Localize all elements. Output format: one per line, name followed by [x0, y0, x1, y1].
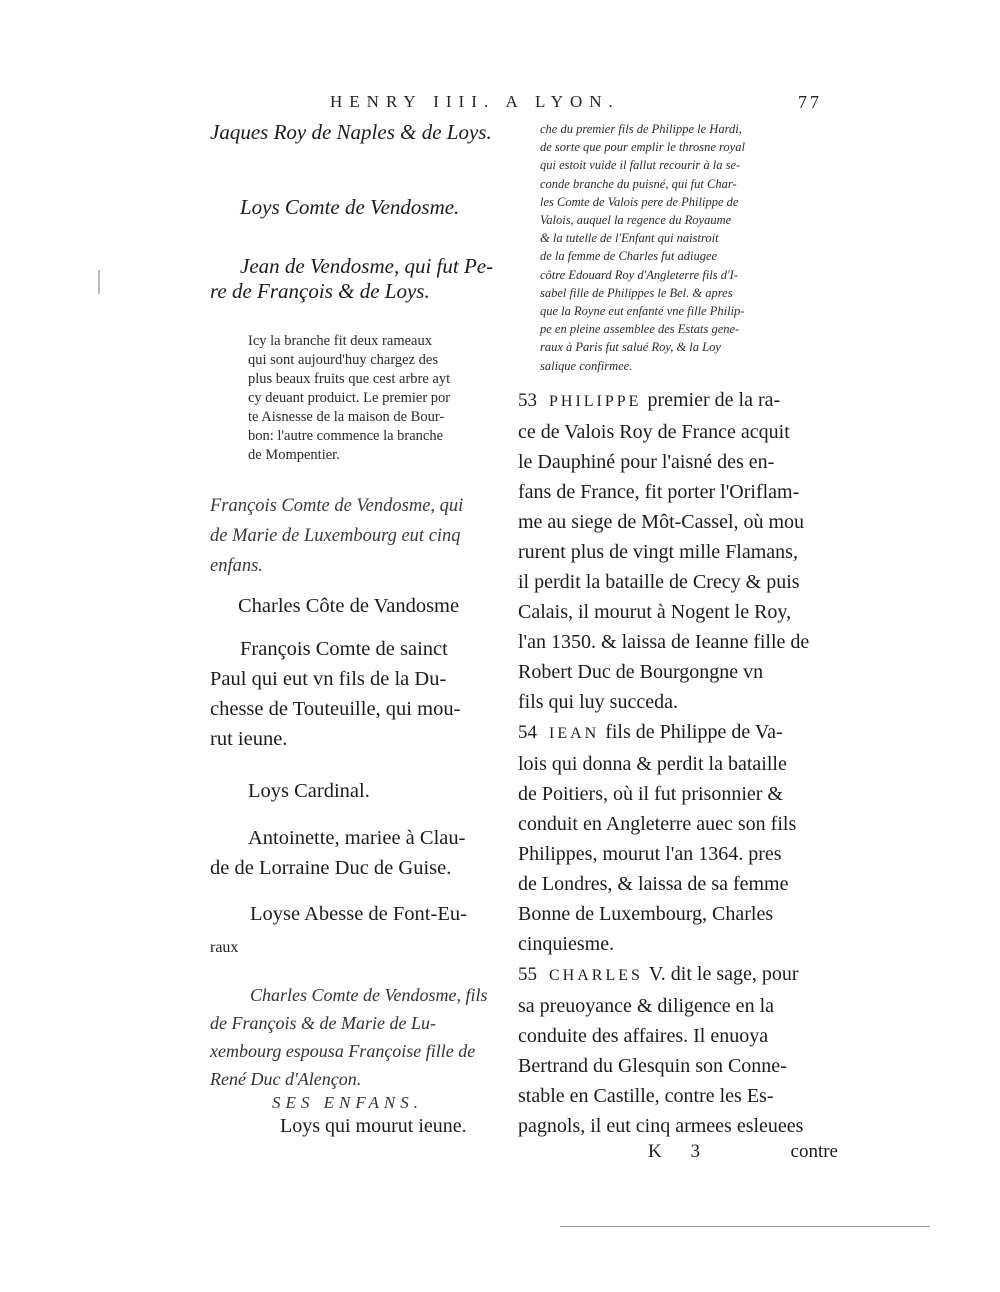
genealogy-entry-loys: Loys Comte de Vendosme. [240, 195, 460, 219]
charles-line: René Duc d'Alençon. [210, 1069, 362, 1089]
entry-first-line [518, 385, 840, 417]
entry-number: 55 [518, 963, 537, 985]
child-line: François Comte de sainct [240, 638, 448, 660]
entry-line: lois qui donna & perdit la bataille [518, 752, 787, 775]
enfans-heading: SES ENFANS. [272, 1093, 424, 1112]
genealogy-entry-jaques: Jaques Roy de Naples & de Loys. [210, 120, 492, 144]
francois-line: François Comte de Vendosme, qui [210, 496, 464, 516]
genealogy-entry-jean [210, 254, 515, 304]
entry-line: Robert Duc de Bourgongne vn [518, 660, 764, 683]
commentary-line: Valois, auquel la regence du Royaume [540, 213, 732, 228]
charles-line: xembourg espousa Françoise fille de [210, 1041, 476, 1061]
child-line: Paul qui eut vn fils de la Du- [210, 668, 447, 690]
francois-line: de Marie de Luxembourg eut cinq [210, 526, 461, 546]
entry-iean [518, 717, 840, 959]
page-footer-line [518, 1141, 840, 1171]
entry-line: Bonne de Luxembourg, Charles [518, 902, 774, 925]
child-line: Antoinette, mariee à Clau- [248, 827, 466, 849]
scan-edge-line [560, 1226, 930, 1227]
commentary-line: raux à Paris fut salué Roy, & la Loy [540, 340, 721, 355]
charles-line: de François & de Marie de Lu- [210, 1013, 436, 1033]
margin-mark [98, 270, 100, 294]
entry-name: PHILIPPE [549, 392, 642, 410]
entry-line: de Londres, & laissa de sa femme [518, 872, 789, 895]
genealogy-line: re de François & de Loys. [210, 279, 430, 303]
entry-line: me au siege de Môt-Cassel, où mou [518, 510, 805, 533]
entry-line: Calais, il mourut à Nogent le Roy, [518, 600, 792, 623]
charles-heading [210, 981, 515, 1093]
entry-charles-v [518, 959, 840, 1141]
child-line: Loys Cardinal. [248, 780, 370, 802]
entry-line: l'an 1350. & laissa de Ieanne fille de [518, 630, 810, 653]
entry-line: de Poitiers, où il fut prisonnier & [518, 782, 783, 805]
commentary-line: de sorte que pour emplir le throsne royal [540, 140, 745, 155]
commentary-line: & la tutelle de l'Enfant qui naistroit [540, 231, 719, 246]
page-number: 77 [798, 92, 822, 112]
commentary-line: pe en pleine assemblee des Estats gene- [540, 322, 740, 337]
child-line: de de Lorraine Duc de Guise. [210, 857, 452, 879]
last-child-line: Loys qui mourut ieune. [280, 1115, 467, 1137]
entry-line: ce de Valois Roy de France acquit [518, 420, 790, 443]
child-francois [210, 634, 515, 754]
entry-line: conduite des affaires. Il enuoya [518, 1024, 769, 1047]
note-line: qui sont aujourd'huy chargez des [248, 352, 438, 368]
genealogy-line: Jean de Vendosme, qui fut Pe- [240, 254, 494, 278]
entry-line: conduit en Angleterre auec son fils [518, 812, 797, 835]
commentary-line: côtre Edouard Roy d'Angleterre fils d'I- [540, 267, 739, 282]
note-line: te Aisnesse de la maison de Bour- [248, 409, 445, 425]
entry-number: 54 [518, 721, 537, 743]
note-line: plus beaux fruits que cest arbre ayt [248, 371, 451, 387]
child-antoinette [210, 823, 515, 883]
entry-text: V. dit le sage, pour [648, 962, 799, 985]
francois-heading [210, 491, 515, 581]
entry-line: il perdit la bataille de Crecy & puis [518, 570, 800, 593]
signature-mark: K 3 [648, 1140, 712, 1162]
francois-line: enfans. [210, 556, 263, 576]
note-line: cy deuant produict. Le premier por [248, 390, 451, 406]
commentary-line: de la femme de Charles fut adiugee [540, 249, 718, 264]
child-line: rut ieune. [210, 728, 288, 750]
italic-commentary [518, 120, 840, 375]
entry-line: Bertrand du Glesquin son Conne- [518, 1054, 787, 1077]
running-title: HENRY IIII. A LYON. [330, 92, 620, 111]
entry-line: le Dauphiné pour l'aisné des en- [518, 450, 775, 473]
entry-first-line [518, 959, 840, 991]
commentary-line: qui estoit vuide il fallut recourir à la se- [540, 158, 741, 173]
entry-text: fils de Philippe de Va- [605, 720, 783, 743]
entry-first-line [518, 717, 840, 749]
note-line: de Mompentier. [248, 447, 340, 463]
charles-line: Charles Comte de Vendosme, fils [250, 985, 488, 1005]
entry-line: pagnols, il eut cinq armees esleuees [518, 1114, 804, 1137]
left-column [210, 120, 515, 1138]
commentary-line: sabel fille de Philippes le Bel. & apres [540, 285, 733, 300]
right-column [518, 120, 840, 1171]
commentary-line: che du premier fils de Philippe le Hardi, [540, 122, 742, 136]
branch-note [210, 332, 515, 465]
entry-line: stable en Castille, contre les Es- [518, 1084, 774, 1107]
entry-line: Philippes, mourut l'an 1364. pres [518, 842, 782, 865]
child-loyse [210, 897, 515, 965]
entry-line: rurent plus de vingt mille Flamans, [518, 540, 798, 563]
entry-line: fans de France, fit porter l'Oriflam- [518, 480, 800, 503]
child-line: Loyse Abesse de Font-Eu- [250, 903, 467, 925]
note-line: Icy la branche fit deux rameaux [248, 333, 432, 349]
child-line: Charles Côte de Vandosme [238, 595, 460, 617]
entry-line: sa preuoyance & diligence en la [518, 994, 774, 1017]
child-loys-cardinal [210, 780, 515, 803]
entry-name: CHARLES [549, 966, 643, 984]
catchword: contre [790, 1140, 838, 1162]
child-line: raux [210, 939, 239, 956]
entry-number: 53 [518, 389, 537, 411]
entry-name: IEAN [549, 724, 600, 742]
commentary-line: salique confirmee. [540, 358, 633, 373]
commentary-line: les Comte de Valois pere de Philippe de [540, 194, 739, 209]
entry-line: cinquiesme. [518, 932, 615, 955]
commentary-line: que la Royne eut enfanté vne fille Philip- [540, 304, 745, 319]
child-line: chesse de Touteuille, qui mou- [210, 698, 461, 720]
entry-text: premier de la ra- [647, 388, 781, 411]
entry-line: fils qui luy succeda. [518, 690, 678, 713]
entry-philippe [518, 385, 840, 717]
commentary-line: conde branche du puisné, qui fut Char- [540, 176, 737, 191]
note-line: bon: l'autre commence la branche [248, 428, 444, 444]
child-charles [210, 595, 515, 618]
